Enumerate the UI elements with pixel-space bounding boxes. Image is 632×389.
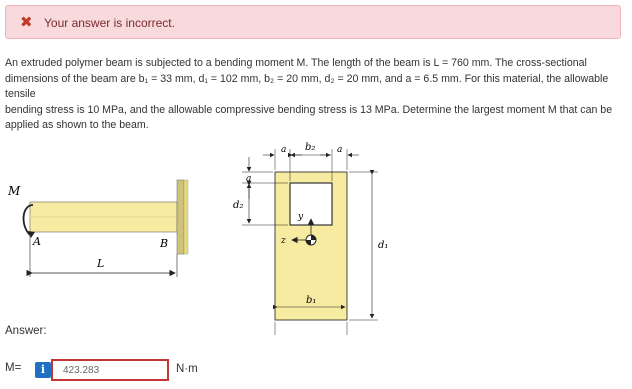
problem-line: applied as shown to the beam. bbox=[5, 119, 149, 131]
alert-message: Your answer is incorrect. bbox=[44, 16, 175, 30]
label-L: L bbox=[97, 257, 105, 270]
label-b2: b₂ bbox=[305, 142, 316, 153]
answer-input[interactable] bbox=[51, 359, 169, 381]
problem-statement bbox=[5, 56, 625, 134]
answer-unit: N·m bbox=[176, 363, 198, 375]
label-b1: b₁ bbox=[306, 295, 317, 306]
beam-diagram bbox=[0, 135, 632, 335]
problem-line: dimensions of the beam are b₁ = 33 mm, d₁ = 102 mm, b₂ = 20 mm, d₂ = 20 mm, and a = 6.5 mm. For this material, the allowable tensile bbox=[5, 72, 609, 100]
beam-figure bbox=[0, 135, 632, 335]
label-A: A bbox=[33, 235, 41, 248]
label-d1: d₁ bbox=[378, 240, 389, 251]
label-M: M bbox=[8, 184, 21, 198]
problem-line: bending stress is 10 MPa, and the allowable compressive bending stress is 13 MPa. Determine the largest moment M that can be bbox=[5, 103, 613, 116]
label-a-left: a bbox=[281, 145, 287, 155]
beam-side-view bbox=[7, 180, 188, 277]
label-d2: d₂ bbox=[233, 200, 244, 211]
incorrect-answer-alert bbox=[5, 5, 621, 39]
label-a-side: a bbox=[246, 174, 252, 184]
problem-line: An extruded polymer beam is subjected to a bending moment M. The length of the beam is L = 760 mm. The cross-sectional bbox=[5, 57, 587, 69]
label-z: z bbox=[281, 236, 286, 246]
label-B: B bbox=[160, 237, 169, 250]
label-a-right: a bbox=[337, 145, 343, 155]
close-x-icon: ✖ bbox=[20, 13, 33, 31]
section-hollow bbox=[290, 183, 332, 225]
beam-cross-section bbox=[233, 142, 388, 335]
label-y: y bbox=[298, 212, 304, 222]
wall-support bbox=[177, 180, 184, 254]
answer-variable-label: M= bbox=[5, 362, 22, 374]
answer-heading: Answer: bbox=[5, 325, 47, 337]
info-icon[interactable]: i bbox=[35, 362, 51, 378]
